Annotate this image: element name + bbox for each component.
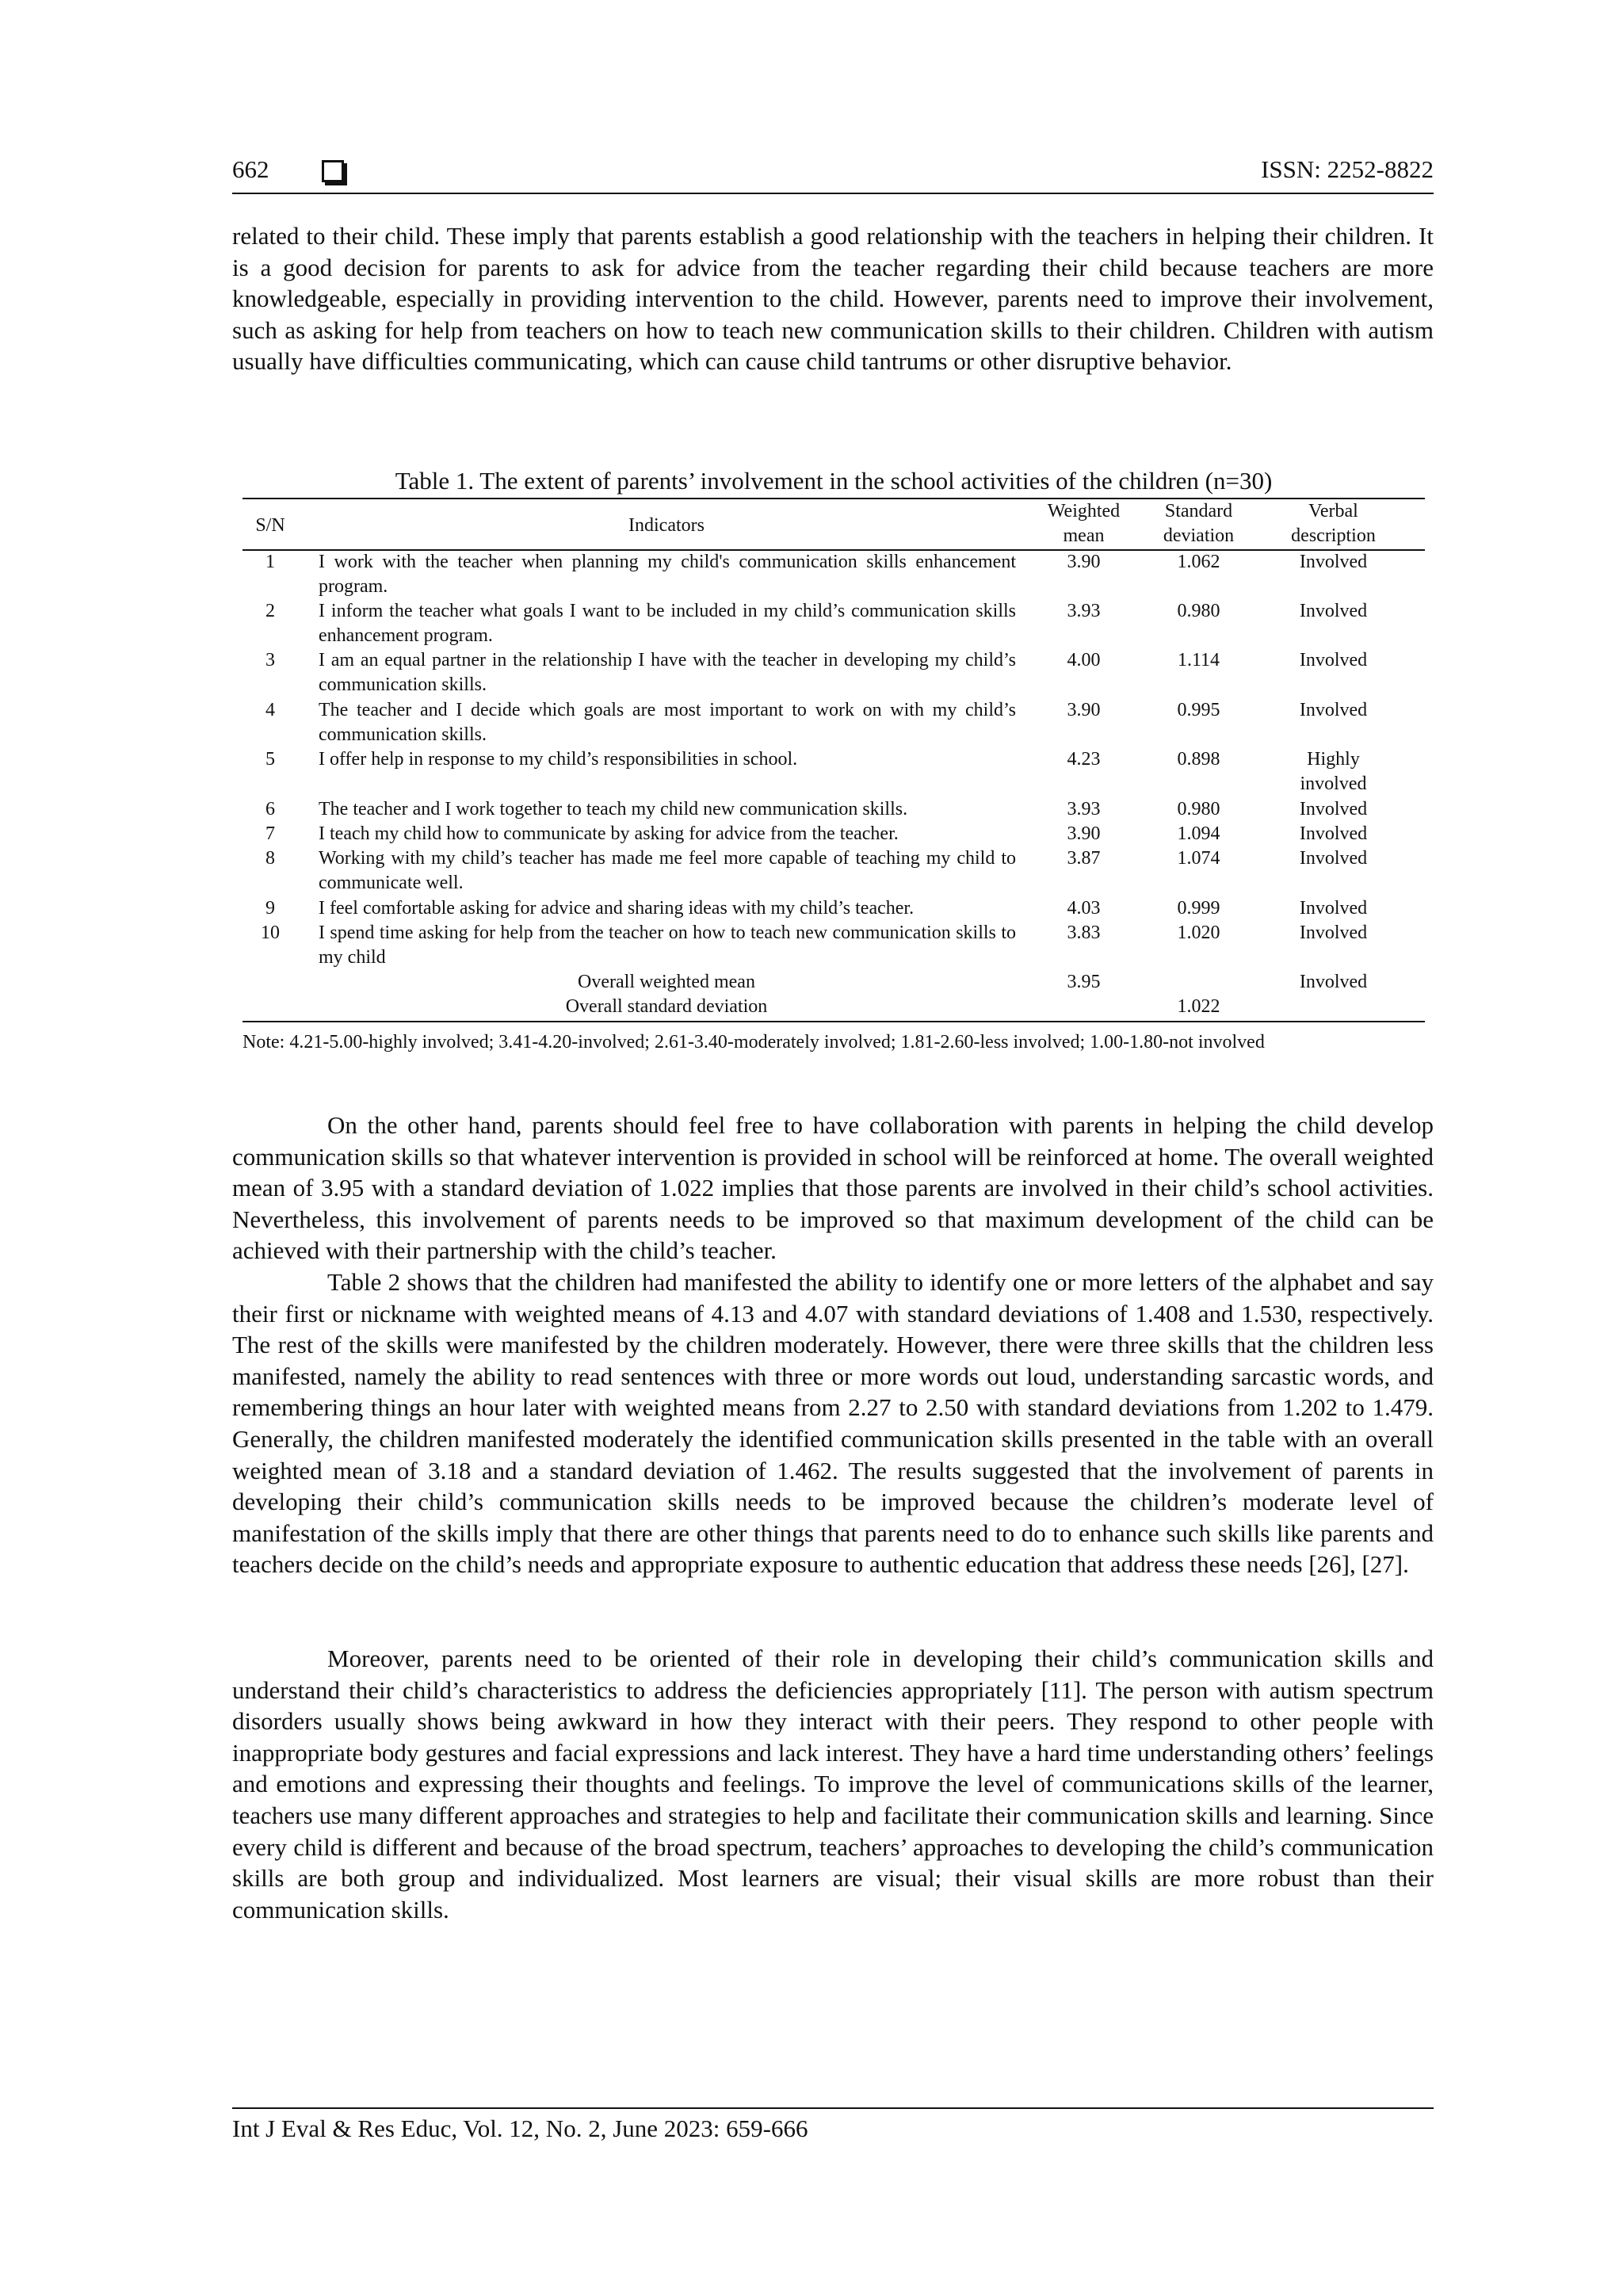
row-mean: 3.90 — [1067, 700, 1101, 720]
row-sn: 2 — [265, 601, 275, 621]
row-mean: 3.87 — [1067, 848, 1101, 869]
header-standard: Standard — [1164, 501, 1233, 521]
row-sd: 0.898 — [1177, 749, 1220, 770]
overall-sd-value: 1.022 — [1177, 996, 1220, 1017]
row-sn: 9 — [265, 898, 275, 919]
row-description: Involved — [1299, 601, 1368, 621]
row-sn: 1 — [265, 552, 275, 572]
row-description: Highly involved — [1300, 749, 1367, 794]
row-sd: 1.062 — [1177, 552, 1220, 572]
issn-label: ISSN: 2252-8822 — [1261, 155, 1434, 183]
row-indicator: I feel comfortable asking for advice and sharing ideas with my child’s teacher. — [319, 898, 915, 919]
row-sn: 3 — [265, 650, 275, 670]
row-mean: 3.93 — [1067, 601, 1101, 621]
row-indicator: I offer help in response to my child’s responsibilities in school. — [319, 749, 798, 770]
row-description: Involved — [1299, 823, 1368, 844]
overall-mean-label: Overall weighted mean — [578, 972, 755, 992]
row-sd: 0.980 — [1177, 799, 1220, 819]
header-indicators: Indicators — [628, 515, 705, 536]
row-description: Involved — [1299, 799, 1368, 819]
table-bottom-rule — [242, 1021, 1425, 1022]
row-sd: 1.020 — [1177, 923, 1220, 943]
table-note: Note: 4.21-5.00-highly involved; 3.41-4.20-involved; 2.61-3.40-moderately involved; 1.81-2.60-less involved; 1.00-1.80-not involved — [242, 1032, 1265, 1052]
row-description: Involved — [1299, 650, 1368, 670]
row-sn: 7 — [265, 823, 275, 844]
checkbox-icon — [322, 160, 344, 182]
header-deviation: deviation — [1163, 525, 1235, 546]
header-mean: mean — [1063, 525, 1105, 546]
row-sn: 4 — [265, 700, 275, 720]
row-indicator: I spend time asking for help from the teacher on how to teach new communication skills to my child — [319, 923, 1016, 968]
row-description: Involved — [1299, 700, 1368, 720]
running-header — [232, 155, 1434, 192]
row-mean: 3.90 — [1067, 552, 1101, 572]
row-description: Involved — [1299, 552, 1368, 572]
paragraph-4: Moreover, parents need to be oriented of their role in developing their child’s communication skills and understand their child’s characteristics to address the deficiencies appropriately [11]. The person with autism spectrum disorders usually shows being awkward in how they interact with their peers. They respond to other people with inappropriate body gestures and facial expressions and lack interest. They have a hard time understanding others’ feelings and emotions and expressing their thoughts and feelings. To improve the level of communications skills of the learner, teachers use many different approaches and strategies to help and facilitate their communication skills and learning. Since every child is different and because of the broad spectrum, teachers’ approaches to developing the child’s communication skills are both group and individualized. Most learners are visual; their visual skills are more robust than their communication skills. — [232, 1645, 1434, 1924]
footer-rule — [232, 2107, 1434, 2109]
header-rule — [232, 193, 1434, 194]
row-mean: 3.93 — [1067, 799, 1101, 819]
header-weighted: Weighted — [1047, 501, 1121, 521]
header-verbal: Verbal — [1308, 501, 1358, 521]
overall-sd-label: Overall standard deviation — [565, 996, 768, 1017]
header-description: description — [1291, 525, 1376, 546]
row-sn: 8 — [265, 848, 275, 869]
row-sn: 6 — [265, 799, 275, 819]
row-mean: 4.03 — [1067, 898, 1101, 919]
footer-citation: Int J Eval & Res Educ, Vol. 12, No. 2, June 2023: 659-666 — [232, 2115, 808, 2142]
row-mean: 3.90 — [1067, 823, 1101, 844]
row-sd: 1.114 — [1177, 650, 1220, 670]
row-indicator: The teacher and I decide which goals are most important to work on with my child’s communication skills. — [319, 700, 1016, 745]
paragraph-1: related to their child. These imply that parents establish a good relationship with the teachers in helping their children. It is a good decision for parents to ask for advice from the teacher regarding their child because teachers are more knowledgeable, especially in providing intervention to the child. However, parents need to improve their involvement, such as asking for help from teachers on how to teach new communication skills to their children. Children with autism usually have difficulties communicating, which can cause child tantrums or other disruptive behavior. — [232, 222, 1434, 376]
row-indicator: The teacher and I work together to teach my child new communication skills. — [319, 799, 908, 819]
overall-mean-description: Involved — [1299, 972, 1368, 992]
row-sd: 1.074 — [1177, 848, 1220, 869]
row-sd: 0.980 — [1177, 601, 1220, 621]
row-description: Involved — [1299, 898, 1368, 919]
row-description: Involved — [1299, 923, 1368, 943]
table-caption: Table 1. The extent of parents’ involvement in the school activities of the children (n=30) — [395, 467, 1273, 495]
row-sn: 10 — [261, 923, 280, 943]
row-indicator: I work with the teacher when planning my child's communication skills enhancement program. — [319, 552, 1016, 597]
row-indicator: I inform the teacher what goals I want to be included in my child’s communication skills enhancement program. — [319, 601, 1016, 646]
row-sd: 0.999 — [1177, 898, 1220, 919]
row-indicator: I am an equal partner in the relationship I have with the teacher in developing my child’s communication skills. — [319, 650, 1016, 695]
row-sn: 5 — [265, 749, 275, 770]
paragraph-3: Table 2 shows that the children had manifested the ability to identify one or more letters of the alphabet and say their first or nickname with weighted means of 4.13 and 4.07 with standard deviations of 1.408 and 1.530, respectively. The rest of the skills were manifested by the children moderately. However, there were three skills that the children less manifested, namely the ability to read sentences with three or more words out loud, understanding sarcastic words, and remembering things an hour later with weighted means from 2.27 to 2.50 with standard deviations from 1.202 to 1.479. Generally, the children manifested moderately the identified communication skills presented in the table with an overall weighted mean of 3.18 and a standard deviation of 1.462. The results suggested that the involvement of parents in developing their child’s communication skills needs to be improved because the children’s moderate level of manifestation of the skills imply that there are other things that parents need to do to enhance such skills like parents and teachers decide on the child’s needs and appropriate exposure to authentic education that address these needs [26], [27]. — [232, 1268, 1434, 1579]
page-number: 662 — [232, 155, 269, 183]
paragraph-2: On the other hand, parents should feel free to have collaboration with parents in helping the child develop communication skills so that whatever intervention is provided in school will be reinforced at home. The overall weighted mean of 3.95 with a standard deviation of 1.022 implies that those parents are involved in their child’s school activities. Nevertheless, this involvement of parents needs to be improved so that maximum development of the child can be achieved with their partnership with the child’s teacher. — [232, 1111, 1434, 1265]
row-mean: 4.23 — [1067, 749, 1101, 770]
row-mean: 3.83 — [1067, 923, 1101, 943]
row-sd: 1.094 — [1177, 823, 1220, 844]
row-mean: 4.00 — [1067, 650, 1101, 670]
row-sd: 0.995 — [1177, 700, 1220, 720]
header-sn: S/N — [255, 515, 285, 536]
overall-mean-value: 3.95 — [1067, 972, 1101, 992]
row-indicator: I teach my child how to communicate by asking for advice from the teacher. — [319, 823, 899, 844]
row-description: Involved — [1299, 848, 1368, 869]
row-indicator: Working with my child’s teacher has made me feel more capable of teaching my child to communicate well. — [319, 848, 1016, 893]
